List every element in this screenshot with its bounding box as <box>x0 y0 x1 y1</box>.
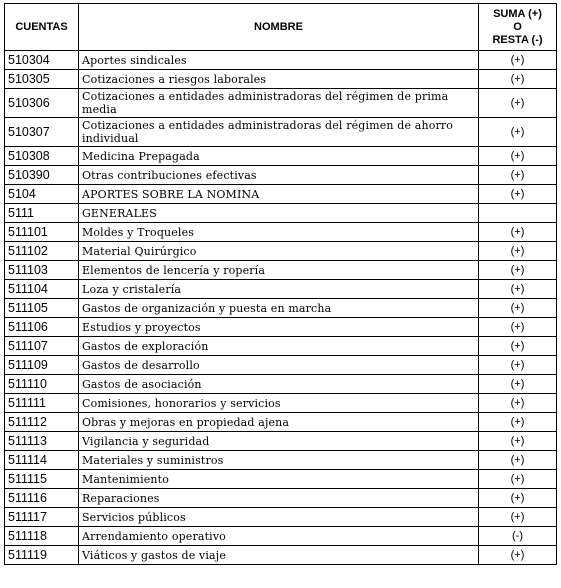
table-row <box>5 166 557 185</box>
account-sign: (+) <box>479 394 557 413</box>
account-code: 511102 <box>5 242 79 261</box>
account-name: Aportes sindicales <box>79 51 479 70</box>
account-name: Materiales y suministros <box>79 451 479 470</box>
account-code: 511105 <box>5 299 79 318</box>
account-name: Gastos de desarrollo <box>79 356 479 375</box>
account-code: 511111 <box>5 394 79 413</box>
table-row <box>5 223 557 242</box>
account-sign: (+) <box>479 166 557 185</box>
table-row <box>5 261 557 280</box>
account-code: 511110 <box>5 375 79 394</box>
account-name: Arrendamiento operativo <box>79 527 479 546</box>
account-name: Estudios y proyectos <box>79 318 479 337</box>
account-sign: (+) <box>479 337 557 356</box>
table-row <box>5 394 557 413</box>
account-sign: (+) <box>479 508 557 527</box>
table-body <box>5 51 557 565</box>
account-code: 510390 <box>5 166 79 185</box>
account-name: Vigilancia y seguridad <box>79 432 479 451</box>
account-code: 511107 <box>5 337 79 356</box>
account-code: 511116 <box>5 489 79 508</box>
account-sign: (+) <box>479 223 557 242</box>
account-code: 5111 <box>5 204 79 223</box>
account-sign: (+) <box>479 89 557 118</box>
table-row <box>5 356 557 375</box>
account-code: 511119 <box>5 546 79 565</box>
account-code: 510308 <box>5 147 79 166</box>
account-name: Cotizaciones a entidades administradoras del régimen de ahorro individual <box>79 118 479 147</box>
account-sign: (+) <box>479 489 557 508</box>
table-row <box>5 375 557 394</box>
account-code: 511103 <box>5 261 79 280</box>
account-code: 511104 <box>5 280 79 299</box>
account-sign: (+) <box>479 451 557 470</box>
account-code: 511113 <box>5 432 79 451</box>
table-row <box>5 70 557 89</box>
account-sign: (+) <box>479 51 557 70</box>
table-row <box>5 413 557 432</box>
account-code: 510304 <box>5 51 79 70</box>
table-row <box>5 51 557 70</box>
account-name: Servicios públicos <box>79 508 479 527</box>
account-sign: (+) <box>479 432 557 451</box>
table-row <box>5 527 557 546</box>
account-name: APORTES SOBRE LA NOMINA <box>79 185 479 204</box>
account-sign: (+) <box>479 470 557 489</box>
account-name: Moldes y Troqueles <box>79 223 479 242</box>
table-row <box>5 508 557 527</box>
account-sign: (+) <box>479 413 557 432</box>
account-name: Mantenimiento <box>79 470 479 489</box>
table-row <box>5 185 557 204</box>
accounts-table <box>4 3 557 565</box>
account-sign: (+) <box>479 261 557 280</box>
account-sign: (+) <box>479 546 557 565</box>
table-row <box>5 242 557 261</box>
account-code: 510307 <box>5 118 79 147</box>
table-row <box>5 147 557 166</box>
account-name: Gastos de exploración <box>79 337 479 356</box>
table-row <box>5 280 557 299</box>
header-suma-line3: RESTA (-) <box>492 33 543 46</box>
account-sign: (+) <box>479 242 557 261</box>
account-sign: (+) <box>479 185 557 204</box>
table-row <box>5 299 557 318</box>
account-sign <box>479 204 557 223</box>
table-row <box>5 489 557 508</box>
table-row <box>5 89 557 118</box>
header-suma-resta <box>479 4 557 51</box>
account-code: 511118 <box>5 527 79 546</box>
account-name: Otras contribuciones efectivas <box>79 166 479 185</box>
table-row <box>5 470 557 489</box>
account-name: Viáticos y gastos de viaje <box>79 546 479 565</box>
account-code: 511106 <box>5 318 79 337</box>
account-sign: (-) <box>479 527 557 546</box>
table-row <box>5 546 557 565</box>
account-code: 511117 <box>5 508 79 527</box>
account-code: 511112 <box>5 413 79 432</box>
account-code: 511114 <box>5 451 79 470</box>
account-sign: (+) <box>479 118 557 147</box>
table-row <box>5 337 557 356</box>
table-row <box>5 318 557 337</box>
account-name: Material Quirúrgico <box>79 242 479 261</box>
header-nombre: NOMBRE <box>79 4 479 51</box>
header-cuentas: CUENTAS <box>5 4 79 51</box>
account-name: Elementos de lencería y ropería <box>79 261 479 280</box>
account-code: 511109 <box>5 356 79 375</box>
account-name: Medicina Prepagada <box>79 147 479 166</box>
table-row <box>5 451 557 470</box>
account-sign: (+) <box>479 356 557 375</box>
account-sign: (+) <box>479 318 557 337</box>
account-code: 510306 <box>5 89 79 118</box>
account-name: Gastos de organización y puesta en marcha <box>79 299 479 318</box>
account-code: 5104 <box>5 185 79 204</box>
account-name: GENERALES <box>79 204 479 223</box>
account-sign: (+) <box>479 147 557 166</box>
account-code: 511101 <box>5 223 79 242</box>
account-name: Gastos de asociación <box>79 375 479 394</box>
account-sign: (+) <box>479 299 557 318</box>
account-sign: (+) <box>479 280 557 299</box>
account-name: Cotizaciones a riesgos laborales <box>79 70 479 89</box>
table-row <box>5 204 557 223</box>
account-name: Loza y cristalería <box>79 280 479 299</box>
account-code: 510305 <box>5 70 79 89</box>
table-row <box>5 432 557 451</box>
account-sign: (+) <box>479 375 557 394</box>
account-name: Comisiones, honorarios y servicios <box>79 394 479 413</box>
table-header-row <box>5 4 557 51</box>
account-code: 511115 <box>5 470 79 489</box>
header-suma-line2: O <box>513 20 522 33</box>
table-row <box>5 118 557 147</box>
account-sign: (+) <box>479 70 557 89</box>
account-name: Obras y mejoras en propiedad ajena <box>79 413 479 432</box>
account-name: Cotizaciones a entidades administradoras del régimen de prima media <box>79 89 479 118</box>
account-name: Reparaciones <box>79 489 479 508</box>
header-suma-line1: SUMA (+) <box>493 7 542 20</box>
